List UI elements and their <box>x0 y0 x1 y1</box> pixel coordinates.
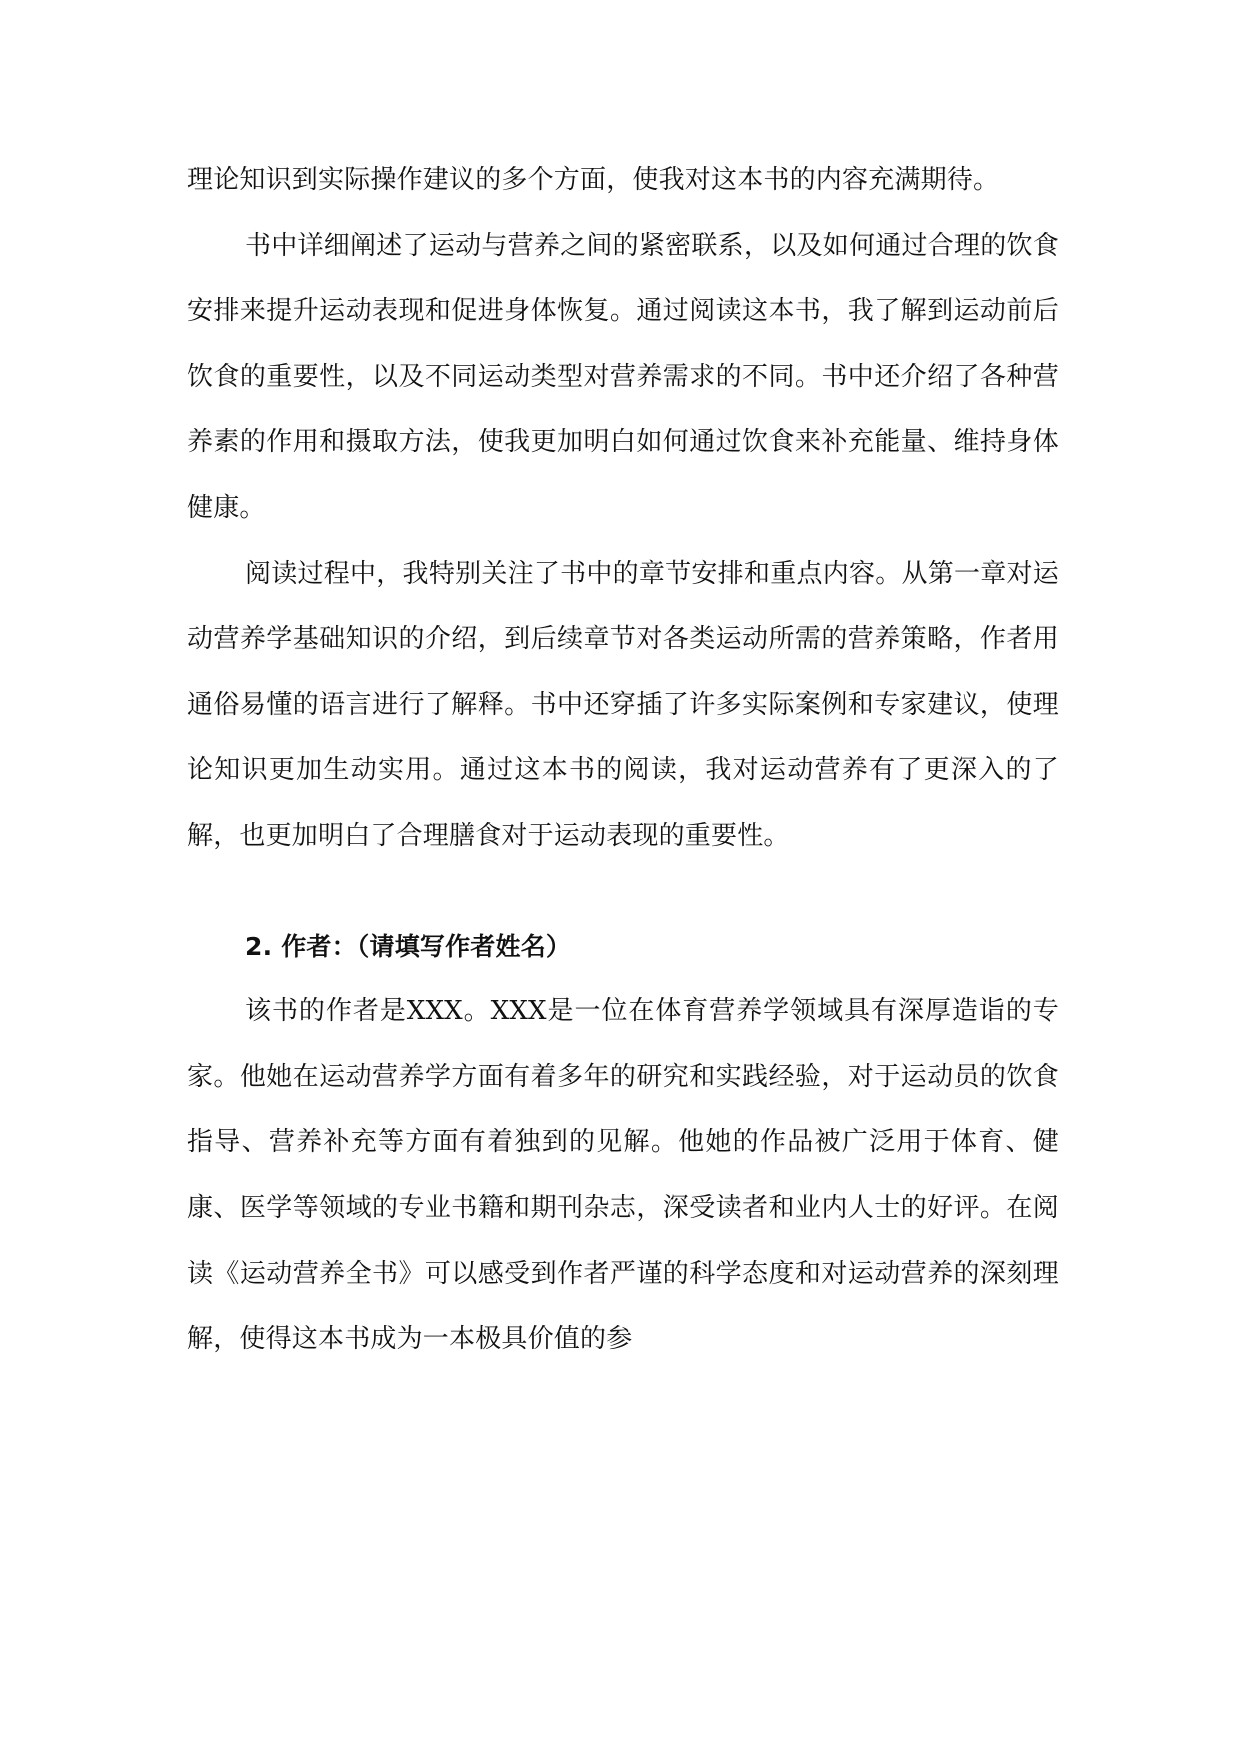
paragraph-continuation: 理论知识到实际操作建议的多个方面，使我对这本书的内容充满期待。 <box>187 165 1000 195</box>
paragraph-chapter-arrangement: 阅读过程中，我特别关注了书中的章节安排和重点内容。从第一章对运动营养学基础知识的介绍，到后续章节对各类运动所需的营养策略，作者用通俗易懂的语言进行了解释。书中还穿插了许多实际案例和专家建议，使理论知识更加生动实用。通过这本书的阅读，我对运动营养有了更深入的了解，也更加明白了合理膳食对于运动表现的重要性。 <box>187 558 1059 851</box>
paragraph-author-intro: 该书的作者是XXX。XXX是一位在体育营养学领域具有深厚造诣的专家。他她在运动营养学方面有着多年的研究和实践经验，对于运动员的饮食指导、营养补充等方面有着独到的见解。他她的作品被广泛用于体育、健康、医学等领域的专业书籍和期刊杂志，深受读者和业内人士的好评。在阅读《运动营养全书》可以感受到作者严谨的科学态度和对运动营养的深刻理解，使得这本书成为一本极具价值的参 <box>187 996 1059 1355</box>
paragraph-nutrition-link: 书中详细阐述了运动与营养之间的紧密联系，以及如何通过合理的饮食安排来提升运动表现和促进身体恢复。通过阅读这本书，我了解到运动前后饮食的重要性，以及不同运动类型对营养需求的不同。书中还介绍了各种营养素的作用和摄取方法，使我更加明白如何通过饮食来补充能量、维持身体健康。 <box>187 230 1059 523</box>
document-body <box>187 148 1059 1373</box>
section-heading-author: 2. 作者：（请填写作者姓名） <box>245 931 572 961</box>
section-spacer <box>187 870 1059 914</box>
